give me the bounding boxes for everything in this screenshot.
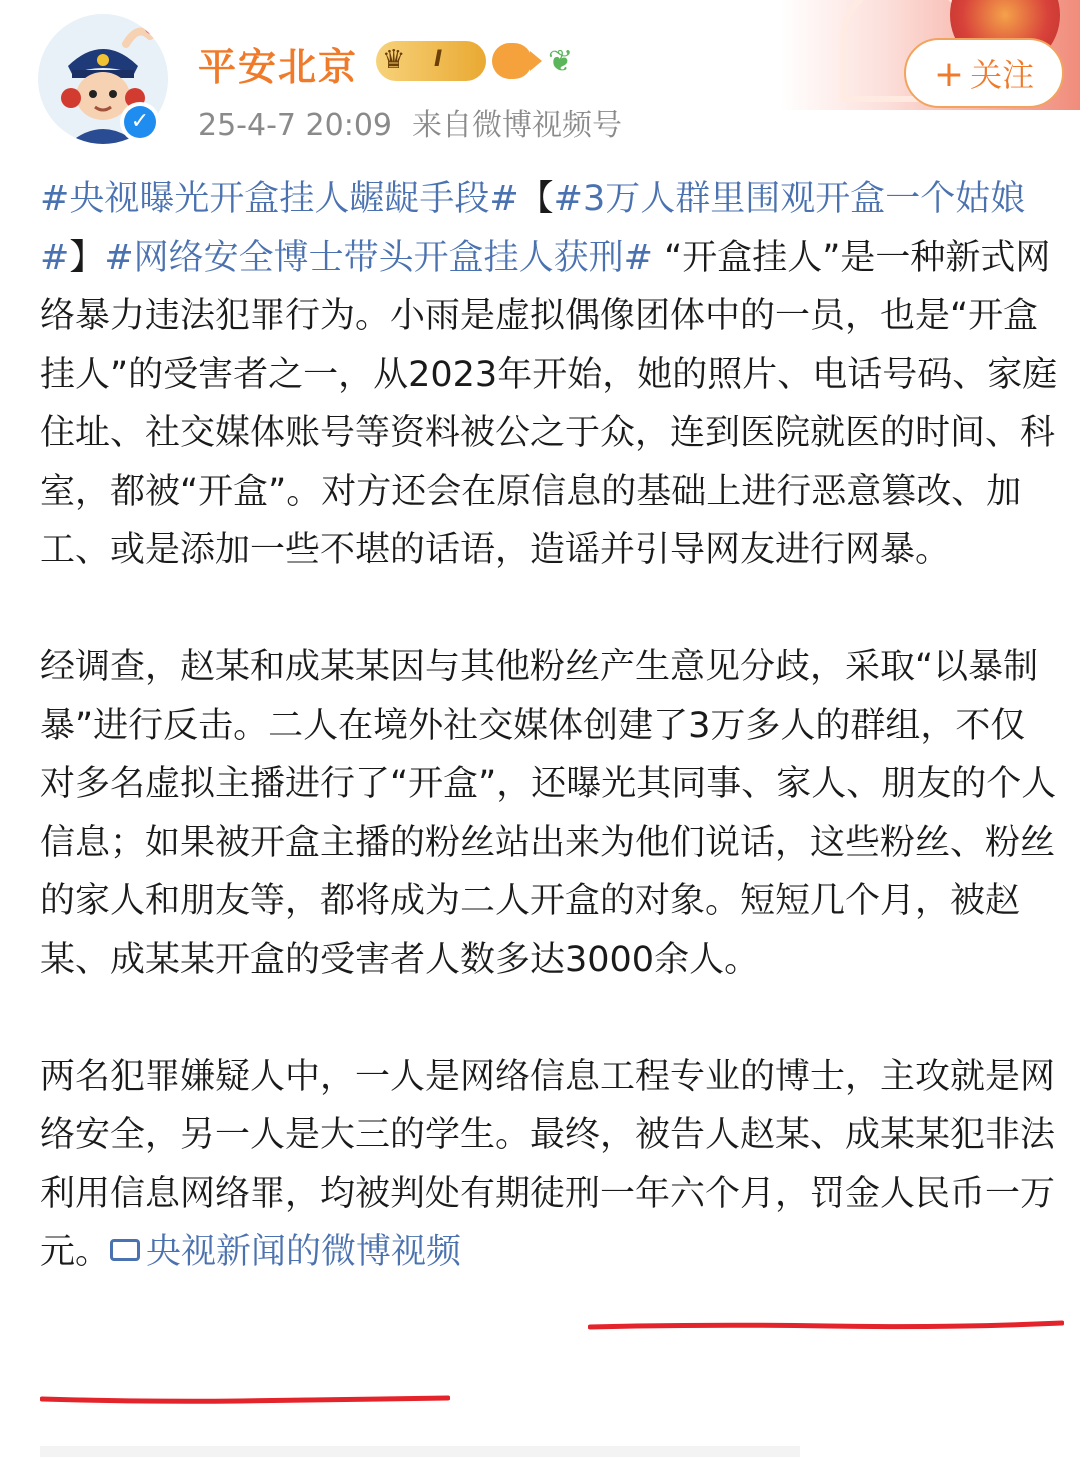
verified-check-icon: ✓	[124, 106, 156, 138]
red-underline-mark	[588, 1318, 1064, 1332]
plus-icon: +	[933, 54, 965, 95]
footer-divider	[40, 1446, 800, 1457]
paragraph-1-text: “开盒挂人”是一种新式网络暴力违法犯罪行为。小雨是虚拟偶像团体中的一员，也是“开盒挂人”的受害者之一，从2023年开始，她的照片、电话号码、家庭住址、社交媒体账号等资料被公之于众，连到医院就医的时间、科室，都被“开盒”。对方还会在原信息的基础上进行恶意篡改、加工、或是添加一些不堪的话语，造谣并引导网友进行网暴。	[40, 237, 1058, 570]
bracket-open: 【	[518, 179, 554, 219]
paragraph-1	[40, 170, 1060, 580]
account-name[interactable]: 平安北京	[198, 45, 359, 89]
post-timestamp: 25-4-7 20:09	[198, 108, 392, 143]
badge-level: I	[434, 47, 443, 72]
paragraph-3	[40, 1048, 1060, 1282]
post-source[interactable]: 来自微博视频号	[412, 108, 622, 143]
follow-button[interactable]	[904, 38, 1064, 108]
user-badges	[376, 38, 573, 84]
crown-badge-icon[interactable]	[376, 41, 486, 81]
highlighted-sentence: 均被判处有期徒刑一年六个月，罚金人民币一万元。	[40, 1173, 1056, 1272]
hashtag-link[interactable]: #网络安全博士带头开盒挂人获刑#	[104, 237, 653, 278]
red-underline-mark	[40, 1392, 450, 1406]
fish-badge-icon[interactable]	[492, 43, 532, 79]
video-link[interactable]	[110, 1232, 461, 1272]
follow-label: 关注	[970, 56, 1035, 94]
post-body	[40, 170, 1060, 1282]
verified-badge	[120, 102, 160, 142]
video-icon	[110, 1239, 140, 1261]
video-link-label: 央视新闻的微博视频	[146, 1232, 462, 1272]
paragraph-2: 经调查，赵某和成某某因与其他粉丝产生意见分歧，采取“以暴制暴”进行反击。二人在境外社交媒体创建了3万多人的群组，不仅对多名虚拟主播进行了“开盒”，还曝光其同事、家人、朋友的个人信息；如果被开盒主播的粉丝站出来为他们说话，这些粉丝、粉丝的家人和朋友等，都将成为二人开盒的对象。短短几个月，被赵某、成某某开盒的受害者人数多达3000余人。	[40, 647, 1057, 980]
post-meta	[198, 100, 622, 144]
hashtag-link[interactable]: #3万人群里围观开盒一个姑娘#	[40, 179, 1026, 278]
crown-icon: ♛	[382, 45, 406, 75]
post-header	[0, 0, 1080, 150]
sprout-badge-icon[interactable]: ❦	[548, 43, 574, 79]
hashtag-link[interactable]: #央视曝光开盒挂人龌龊手段#	[40, 179, 519, 219]
bracket-close: 】	[69, 237, 105, 278]
paragraph-3-text: 两名犯罪嫌疑人中，一人是网络信息工程专业的博士，主攻就是网络安全，另一人是大三的学生。最终，被告人赵某、成某某犯非法利用信息网络罪，	[40, 1056, 1056, 1214]
